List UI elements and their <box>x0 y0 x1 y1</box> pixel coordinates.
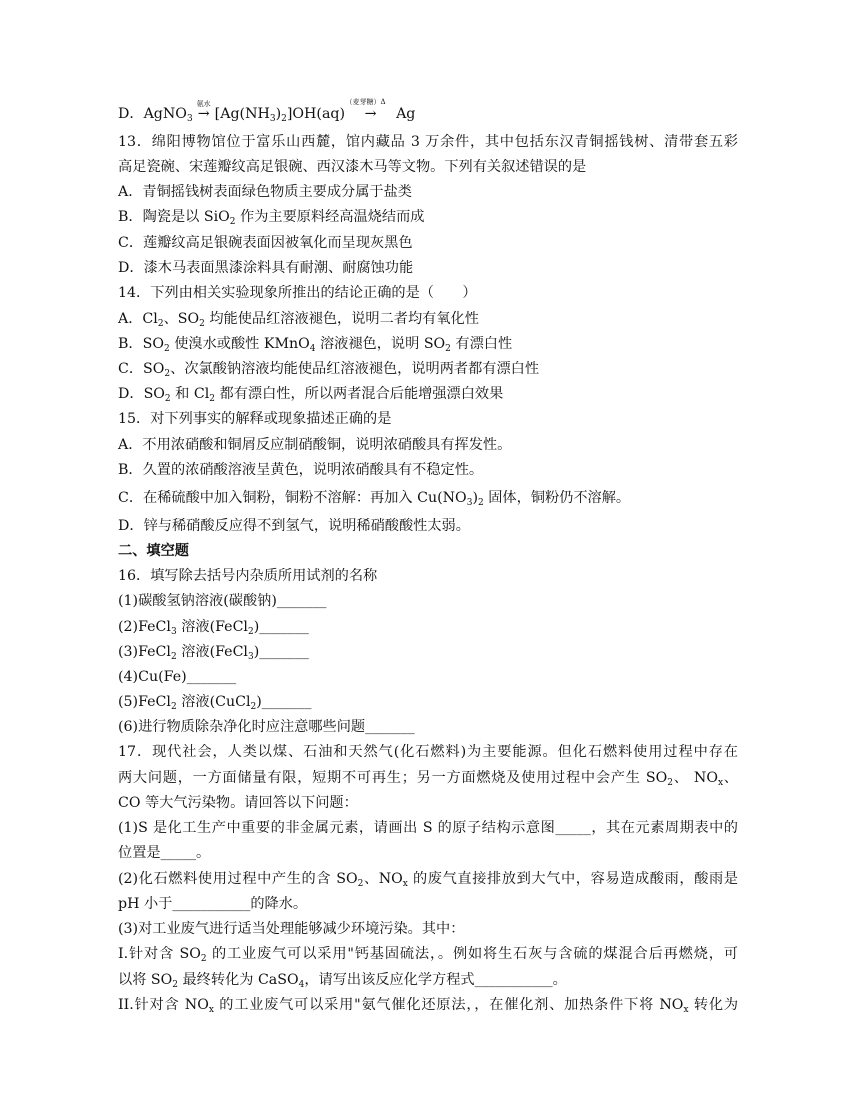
subscript: 2 <box>172 980 178 990</box>
subscript: 2 <box>170 702 177 712</box>
q17-line6 <box>118 869 738 889</box>
subscript: 2 <box>209 394 215 404</box>
subscript: 4 <box>298 980 305 990</box>
q14-stem: 14．下列由相关实验现象所推出的结论正确的是（ ） <box>118 285 477 301</box>
subscript: 2 <box>477 498 484 508</box>
section-heading: 二、填空题 <box>118 543 189 559</box>
arrow-label: 氨水 <box>196 100 211 108</box>
text: 的工业废气可以采用"氨气催化还原法，，在催化剂、加热条件下将 NO <box>213 997 684 1013</box>
subscript: x <box>208 1005 214 1015</box>
q13-option-a: A．青铜摇钱树表面绿色物质主要成分属于盐类 <box>118 184 412 200</box>
text: ) <box>275 106 282 122</box>
q14-option-b <box>118 334 738 354</box>
subscript: 2 <box>164 394 171 404</box>
subscript: 2 <box>199 319 205 329</box>
q16-item-5 <box>118 692 738 712</box>
q17-line11 <box>118 995 738 1015</box>
text: Ag <box>396 106 416 122</box>
text: 作为主要原料经高温烧结而成 <box>235 209 425 225</box>
subscript: 2 <box>157 319 164 329</box>
text: (2)化石燃料使用过程中产生的含 SO <box>118 871 358 887</box>
text: B．SO <box>118 336 164 352</box>
text: 转化为 <box>688 997 739 1013</box>
text: 、NO <box>363 871 403 887</box>
text: ]OH(aq) <box>286 106 346 122</box>
text: [Ag(NH <box>214 106 270 122</box>
subscript: 3 <box>247 652 254 662</box>
text: ) <box>472 490 478 506</box>
subscript: 2 <box>247 627 254 637</box>
text: )_______ <box>256 694 312 710</box>
text: 均能使品红溶液褪色，说明二者均有氧化性 <box>204 311 479 327</box>
text: 、次氯酸钠溶液均能使品红溶液褪色，说明两者都有漂白性 <box>170 361 540 377</box>
q13-stem-line1: 13．绵阳博物馆位于富乐山西麓，馆内藏品 3 万余件，其中包括东汉青铜摇钱树、清带套五彩 <box>118 134 738 150</box>
text: 固体，铜粉仍不溶解。 <box>483 490 631 506</box>
q17-line4: (1)S 是化工生产中重要的非金属元素，请画出 S 的原子结构示意图_____，其在元素周期表中的 <box>118 820 738 836</box>
text: 的工业废气可以采用"钙基固硫法，。例如将生石灰与含硫的煤混合后再燃烧，可 <box>206 946 738 962</box>
text: 溶液(FeCl <box>176 644 248 660</box>
text: C．SO <box>118 361 165 377</box>
q15-option-c <box>118 488 738 508</box>
q13-option-b <box>118 207 738 227</box>
subscript: 4 <box>309 344 316 354</box>
text: 、SO <box>163 311 200 327</box>
q17-line2 <box>118 768 738 788</box>
text: B．陶瓷是以 SiO <box>118 209 230 225</box>
text: (3)FeCl <box>118 644 171 660</box>
text: )_______ <box>253 644 309 660</box>
q15-option-a: A．不用浓硝酸和铜屑反应制硝酸铜，说明浓硝酸具有挥发性。 <box>118 437 512 453</box>
arrow-label: （麦芽糖）Δ <box>345 98 386 106</box>
text: I.针对含 SO <box>118 946 201 962</box>
subscript: 2 <box>164 369 171 379</box>
text: 以将 SO <box>118 972 173 988</box>
subscript: 2 <box>250 702 257 712</box>
subscript: 3 <box>170 627 177 637</box>
subscript: 2 <box>229 217 236 227</box>
text: (2)FeCl <box>118 619 171 635</box>
text: )_______ <box>253 619 309 635</box>
text: 使溴水或酸性 KMnO <box>169 336 310 352</box>
q15-option-b: B．久置的浓硝酸溶液呈黄色，说明浓硝酸具有不稳定性。 <box>118 462 484 478</box>
q13-option-c: C．莲瓣纹高足银碗表面因被氧化而呈现灰黑色 <box>118 235 413 251</box>
q17-line8: (3)对工业废气进行适当处理能够减少环境污染。其中： <box>118 921 465 937</box>
subscript: 2 <box>170 652 177 662</box>
q14-option-d <box>118 384 738 404</box>
subscript: x <box>717 778 724 788</box>
text: 溶液(FeCl <box>176 619 248 635</box>
text: 的废气直接排放到大气中，容易造成酸雨，酸雨是 <box>407 871 738 887</box>
text: 两大问题，一方面储量有限，短期不可再生；另一方面燃烧及使用过程中会产生 SO <box>118 770 668 786</box>
q16-item-6: (6)进行物质除杂净化时应注意哪些问题_______ <box>118 719 415 735</box>
text: 、 <box>723 770 738 786</box>
q13-option-d: D．漆木马表面黑漆涂料具有耐潮、耐腐蚀功能 <box>118 260 414 276</box>
q17-line3: CO 等大气污染物。请回答以下问题： <box>118 795 358 811</box>
q16-item-1: (1)碳酸氢钠溶液(碳酸钠)_______ <box>118 593 327 609</box>
q14-option-a <box>118 309 738 329</box>
q16-item-2 <box>118 617 738 637</box>
subscript: x <box>402 879 408 889</box>
text: C．在稀硫酸中加入铜粉，铜粉不溶解：再加入 Cu(NO <box>118 490 467 506</box>
subscript: x <box>683 1005 689 1015</box>
q17-line7: pH 小于___________的降水。 <box>118 896 308 912</box>
q16-stem: 16．填写除去括号内杂质所用试剂的名称 <box>118 568 378 584</box>
q12-option-d <box>118 98 738 124</box>
q13-stem-line2: 高足瓷碗、宋莲瓣纹高足银碗、西汉漆木马等文物。下列有关叙述错误的是 <box>118 159 587 175</box>
q14-option-c <box>118 359 738 379</box>
q17-line9 <box>118 944 738 964</box>
text: 有漂白性 <box>450 336 513 352</box>
text: (5)FeCl <box>118 694 171 710</box>
subscript: 2 <box>357 879 364 889</box>
text: D．SO <box>118 386 165 402</box>
q16-item-4: (4)Cu(Fe)_______ <box>118 669 237 685</box>
text: II.针对含 NO <box>118 997 209 1013</box>
text: A．Cl <box>118 311 158 327</box>
text: ，请写出该反应化学方程式___________。 <box>304 972 567 988</box>
text: 溶液褪色，说明 SO <box>315 336 446 352</box>
subscript: 2 <box>200 954 207 964</box>
text: 最终转化为 CaSO <box>177 972 299 988</box>
text: 、 NO <box>672 770 718 786</box>
subscript: 2 <box>281 114 287 124</box>
reaction-arrow: 氨水 → <box>193 104 215 124</box>
subscript: 3 <box>466 498 473 508</box>
subscript: 2 <box>667 778 673 788</box>
q15-stem: 15．对下列事实的解释或现象描述正确的是 <box>118 411 392 427</box>
reaction-arrow: （麦芽糖）Δ → <box>350 104 392 124</box>
q15-option-d: D．锌与稀硝酸反应得不到氢气，说明稀硝酸酸性太弱。 <box>118 518 470 534</box>
text: 和 Cl <box>170 386 210 402</box>
subscript: 3 <box>186 114 193 124</box>
q17-line5: 位置是_____。 <box>118 845 211 861</box>
text: 都有漂白性，所以两者混合后能增强漂白效果 <box>215 386 504 402</box>
subscript: 2 <box>445 344 451 354</box>
q17-line10 <box>118 970 738 990</box>
q16-item-3 <box>118 642 738 662</box>
subscript: 2 <box>163 344 170 354</box>
q17-line1: 17．现代社会，人类以煤、石油和天然气(化石燃料)为主要能源。但化石燃料使用过程中存在 <box>118 744 738 760</box>
text: 溶液(CuCl <box>176 694 251 710</box>
subscript: 3 <box>269 114 276 124</box>
text: D．AgNO <box>118 106 187 122</box>
